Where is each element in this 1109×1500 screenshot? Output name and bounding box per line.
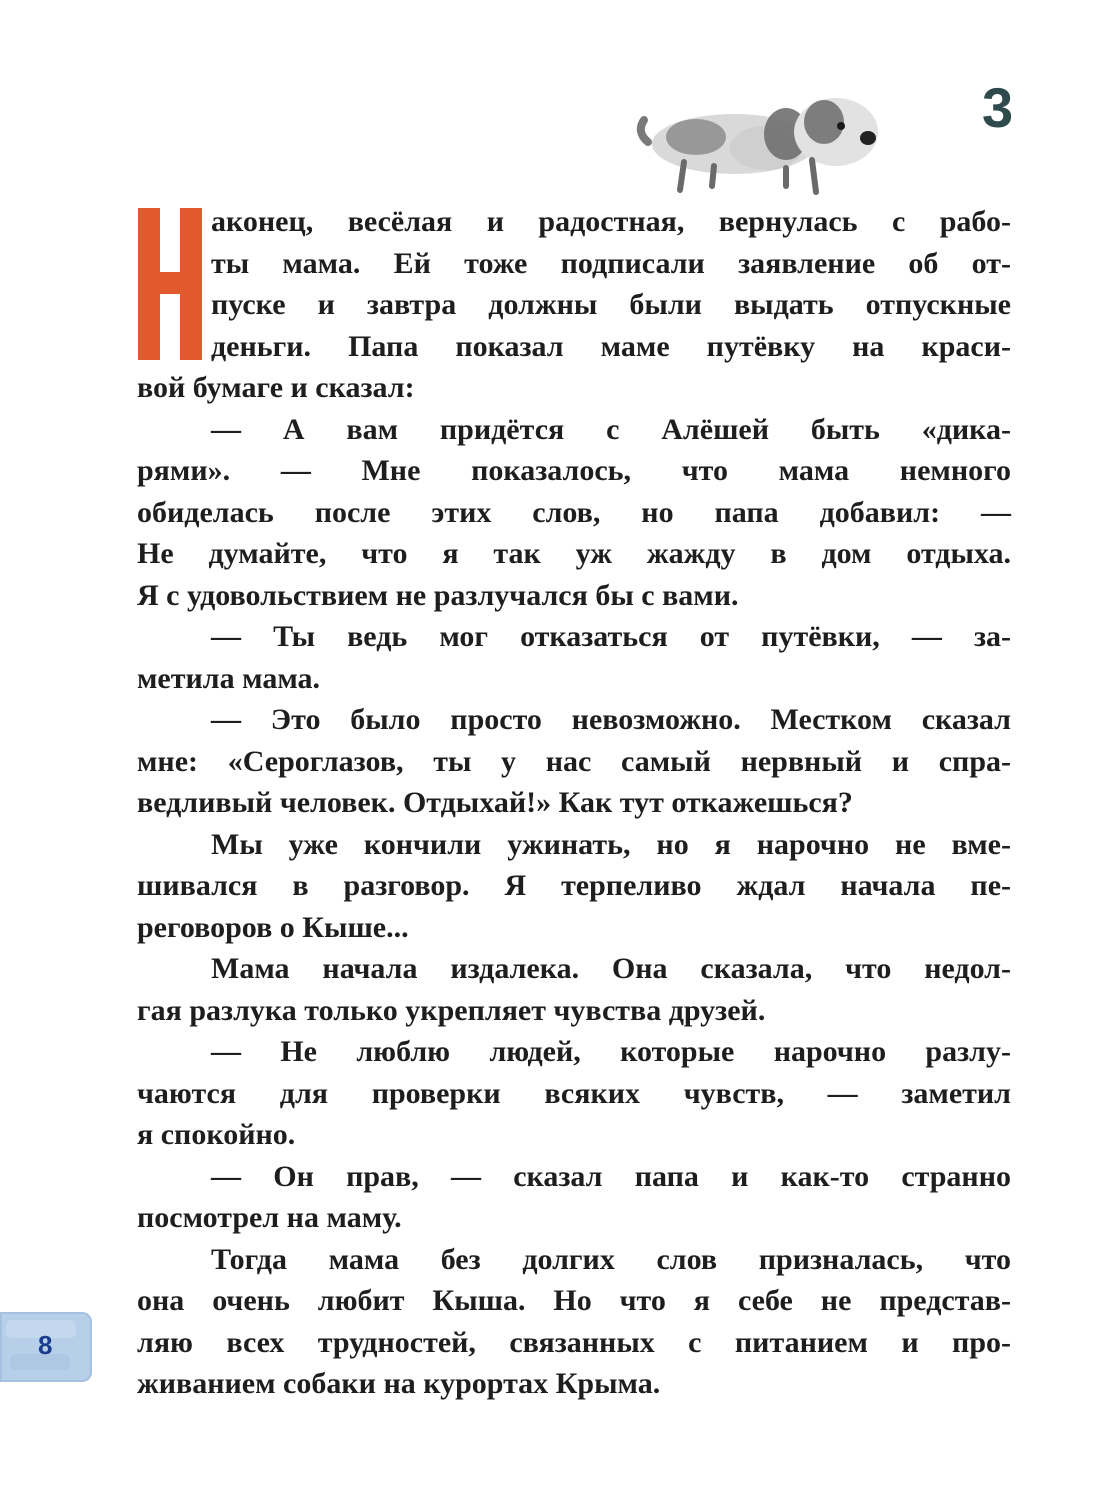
text-line: Не думайте, что я так уж жажду в дом отдыха.	[137, 537, 1011, 570]
text-line: шивался в разговор. Я терпеливо ждал начала пе-	[137, 869, 1011, 902]
text-line: чаются для проверки всяких чувств, — заметил	[137, 1076, 1011, 1110]
text-line: мне: «Сероглазов, ты у нас самый нервный и спра-	[137, 744, 1011, 778]
text-line: Тогда мама без долгих слов призналась, что	[211, 1242, 1011, 1276]
chapter-number: 3	[982, 76, 1014, 139]
drop-cap-letter: Н	[170, 346, 178, 357]
text-line: обиделась после этих слов, но папа добавил: —	[137, 495, 1011, 529]
page-number: 8	[38, 1330, 53, 1360]
text-line: Я с удовольствием не разлучался бы с вами.	[137, 578, 739, 612]
text-line: аконец, весёлая и радостная, вернулась с рабо-	[211, 205, 1011, 238]
text-line: посмотрел на маму.	[137, 1201, 402, 1234]
text-line: гая разлука только укрепляет чувства друзей.	[137, 993, 766, 1027]
text-line: пуске и завтра должны были выдать отпускные	[211, 288, 1011, 321]
text-line: — Не люблю людей, которые нарочно разлу-	[211, 1035, 1011, 1068]
text-line: ты мама. Ей тоже подписали заявление об от-	[211, 246, 1011, 280]
text-line: ведливый человек. Отдыхай!» Как тут откажешься?	[137, 786, 853, 819]
dog-body	[641, 108, 816, 174]
dog-head	[794, 98, 878, 166]
text-line: она очень любит Кыша. Но что я себе не представ-	[137, 1284, 1011, 1317]
text-line: вой бумаге и сказал:	[137, 371, 415, 404]
body-text	[137, 201, 1011, 1405]
text-line: Мы уже кончили ужинать, но я нарочно не вме-	[211, 827, 1011, 861]
text-line: я спокойно.	[137, 1118, 296, 1151]
text-line: — А вам придётся с Алёшей быть «дика-	[211, 412, 1011, 446]
text-line: Мама начала издалека. Она сказала, что недол-	[211, 952, 1011, 985]
text-line: рями». — Мне показалось, что мама немного	[137, 454, 1011, 487]
text-line: — Ты ведь мог отказаться от путёвки, — за-	[211, 620, 1011, 653]
text-line: метила мама.	[137, 661, 321, 695]
dog-illustration	[636, 82, 896, 202]
text-line: живанием собаки на курортах Крыма.	[137, 1367, 661, 1400]
text-line: деньги. Папа показал маме путёвку на краси-	[211, 329, 1011, 363]
text-line: — Он прав, — сказал папа и как-то странно	[211, 1159, 1011, 1193]
text-line: — Это было просто невозможно. Местком сказал	[211, 703, 1011, 736]
text-line: реговоров о Кыше...	[137, 910, 409, 944]
text-line: ляю всех трудностей, связанных с питанием и про-	[137, 1325, 1011, 1359]
